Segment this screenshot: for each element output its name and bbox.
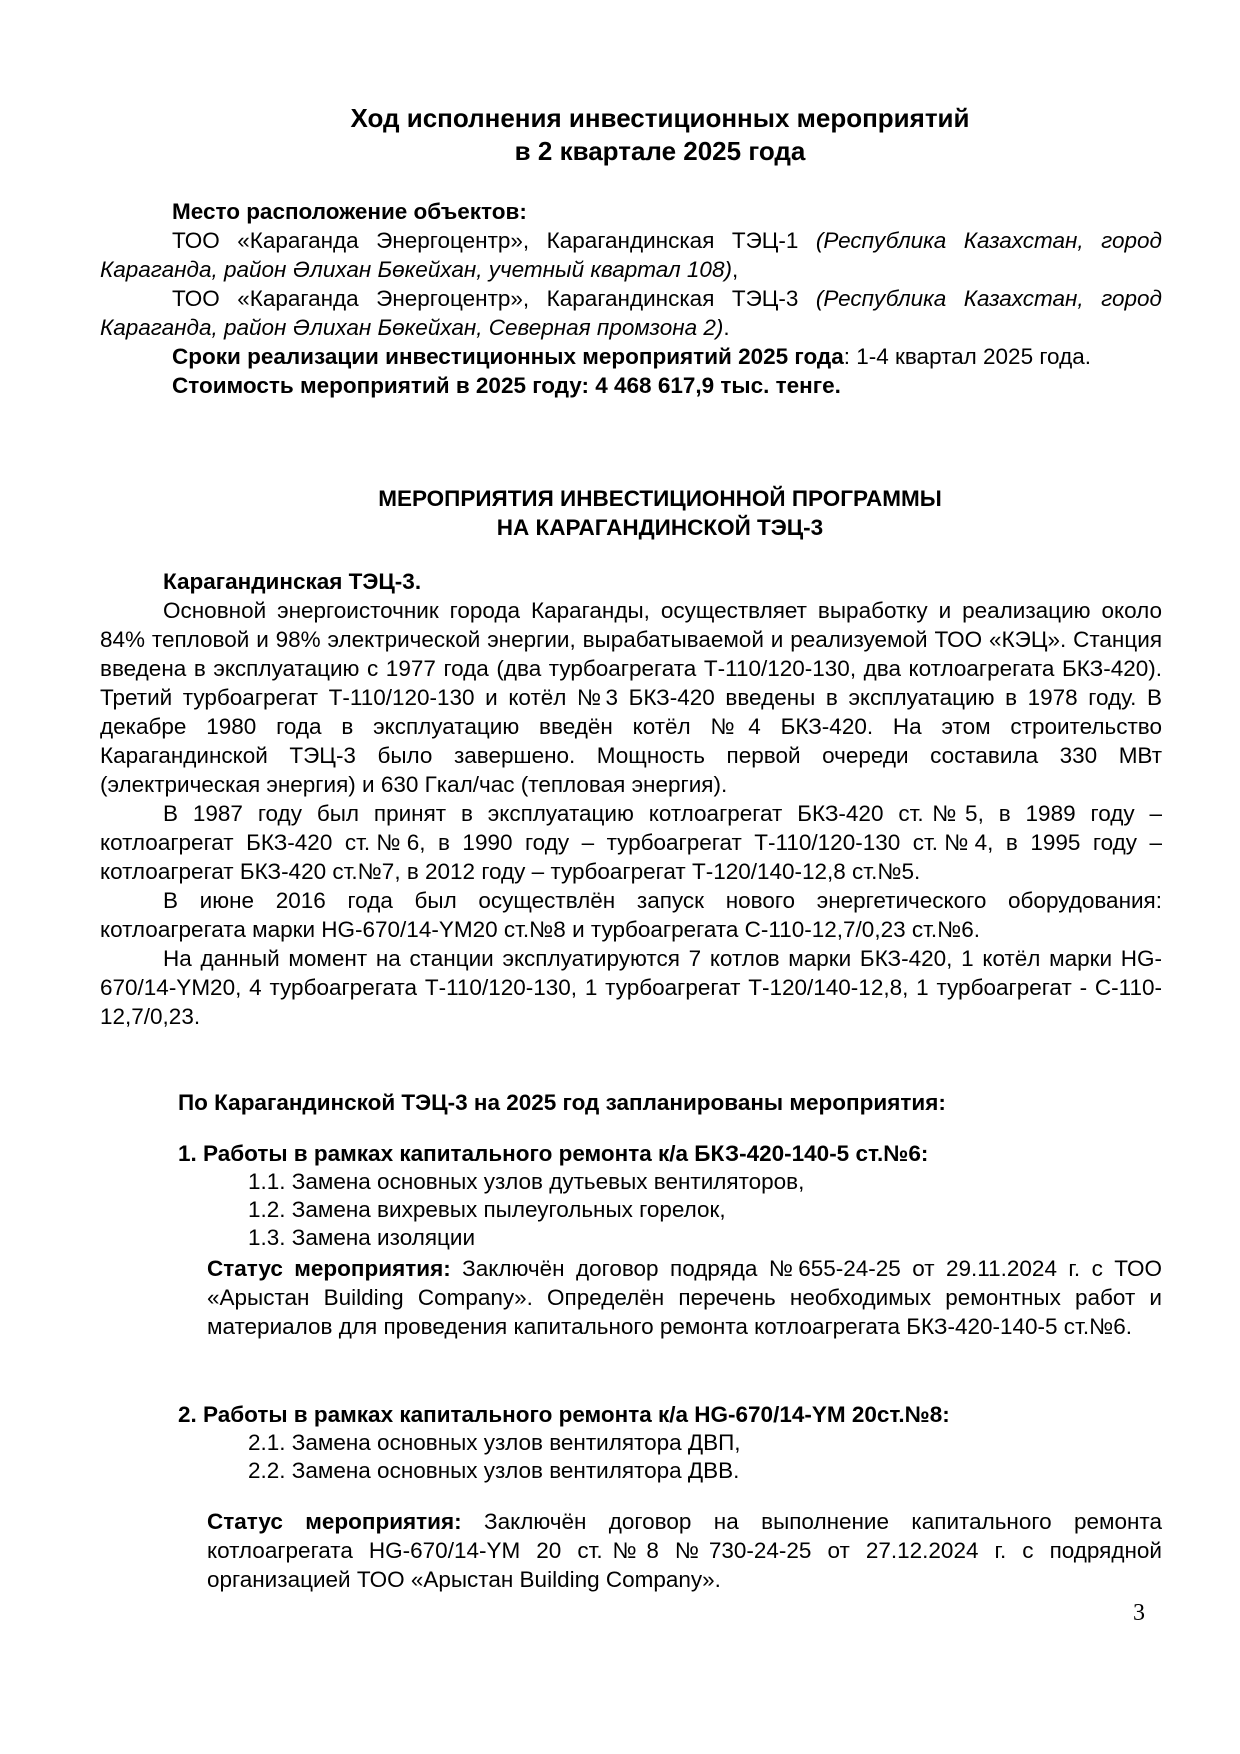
item-1-status bbox=[207, 1254, 1162, 1341]
page-number: 3 bbox=[1133, 1600, 1145, 1626]
program-title: МЕРОПРИЯТИЯ ИНВЕСТИЦИОННОЙ ПРОГРАММЫ НА КАРАГАНДИНСКОЙ ТЭЦ-3 bbox=[378, 486, 942, 540]
status-text: Заключён договор подряда №655-24-25 от 29.11.2024 г. с ТОО «Арыстан Building Company». Определён перечень необходимых ремонтных работ и материалов для проведения капитального ремонта котлоагрегата БКЗ-420-140-5 ст.№6. bbox=[207, 1256, 1163, 1339]
station-description bbox=[100, 567, 1162, 1031]
subitem: 2.2. Замена основных узлов вентилятора ДВВ. bbox=[248, 1458, 740, 1483]
location-block bbox=[100, 197, 1162, 400]
location-label: Место расположение объектов: bbox=[172, 199, 527, 224]
station-heading: Карагандинская ТЭЦ-3. bbox=[163, 569, 422, 594]
station-paragraph-2: В 1987 году был принят в эксплуатацию котлоагрегат БКЗ-420 ст.№5, в 1989 году – котлоагрегат БКЗ-420 ст.№6, в 1990 году – турбоагрегат Т-110/120-130 ст.№4, в 1995 году – котлоагрегат БКЗ-420 ст.№7, в 2012 году – турбоагрегат Т-120/140-12,8 ст.№5. bbox=[100, 801, 1162, 884]
subitem: 1.2. Замена вихревых пылеугольных горелок, bbox=[248, 1197, 726, 1222]
subitem: 1.3. Замена изоляции bbox=[248, 1225, 476, 1250]
item-2-title: 2. Работы в рамках капитального ремонта к/а HG-670/14-YM 20ст.№8: bbox=[178, 1402, 950, 1427]
station-paragraph-1: Основной энергоисточник города Караганды, осуществляет выработку и реализацию около 84% тепловой и 98% электрической энергии, вырабатываемой и реализуемой ТОО «КЭЦ». Станция введена в эксплуатацию с 1977 года (два турбоагрегата Т-110/120-130, два котлоагрегата БКЗ-420). Третий турбоагрегат Т-110/120-130 и котёл №3 БКЗ-420 введены в эксплуатацию в 1978 году. В декабре 1980 года в эксплуатацию введён котёл №4 БКЗ-420. На этом строительство Карагандинской ТЭЦ-3 было завершено. Мощность первой очереди составила 330 МВт (электрическая энергия) и 630 Гкал/час (тепловая энергия). bbox=[100, 598, 1162, 797]
status-label: Статус мероприятия: bbox=[207, 1256, 451, 1281]
planned-heading: По Карагандинской ТЭЦ-3 на 2025 год запланированы мероприятия: bbox=[178, 1090, 946, 1115]
document-title bbox=[100, 102, 1220, 168]
status-text: Заключён договор на выполнение капитального ремонта котлоагрегата HG-670/14-YM 20 ст.№8 №730-24-25 от 27.12.2024 г. с подрядной организацией ТОО «Арыстан Building Company». bbox=[207, 1509, 1162, 1592]
implementation-terms: Сроки реализации инвестиционных мероприятий 2025 года: 1-4 квартал 2025 года. bbox=[172, 344, 1091, 369]
subitem: 2.1. Замена основных узлов вентилятора ДВП, bbox=[248, 1430, 741, 1455]
item-1-subitems bbox=[100, 1168, 1162, 1252]
status-label: Статус мероприятия: bbox=[207, 1509, 462, 1534]
item-2-subitems bbox=[100, 1429, 1162, 1485]
station-paragraph-4: На данный момент на станции эксплуатируются 7 котлов марки БКЗ-420, 1 котёл марки HG-670/14-YM20, 4 турбоагрегата Т-110/120-130, 1 турбоагрегат Т-120/140-12,8, 1 турбоагрегат - С-110-12,7/0,23. bbox=[100, 946, 1162, 1029]
item-2-status bbox=[207, 1507, 1162, 1594]
station-paragraph-3: В июне 2016 года был осуществлён запуск нового энергетического оборудования: котлоагрегата марки HG-670/14-YM20 ст.№8 и турбоагрегата С-110-12,7/0,23 ст.№6. bbox=[100, 888, 1162, 942]
subitem: 1.1. Замена основных узлов дутьевых вентиляторов, bbox=[248, 1169, 805, 1194]
item-1-title: 1. Работы в рамках капитального ремонта к/а БКЗ-420-140-5 ст.№6: bbox=[178, 1141, 929, 1166]
title-line-1: Ход исполнения инвестиционных мероприятий bbox=[350, 103, 970, 133]
program-cost: Стоимость мероприятий в 2025 году: 4 468 617,9 тыс. тенге. bbox=[172, 373, 841, 398]
location-object-2: ТОО «Караганда Энергоцентр», Карагандинская ТЭЦ-3 (Республика Казахстан, город Караганда, район Әлихан Бөкейхан, Северная промзона 2). bbox=[100, 286, 1162, 340]
title-line-2: в 2 квартале 2025 года bbox=[514, 136, 806, 166]
location-object-1: ТОО «Караганда Энергоцентр», Карагандинская ТЭЦ-1 (Республика Казахстан, город Караганда, район Әлихан Бөкейхан, учетный квартал 108), bbox=[100, 228, 1162, 282]
